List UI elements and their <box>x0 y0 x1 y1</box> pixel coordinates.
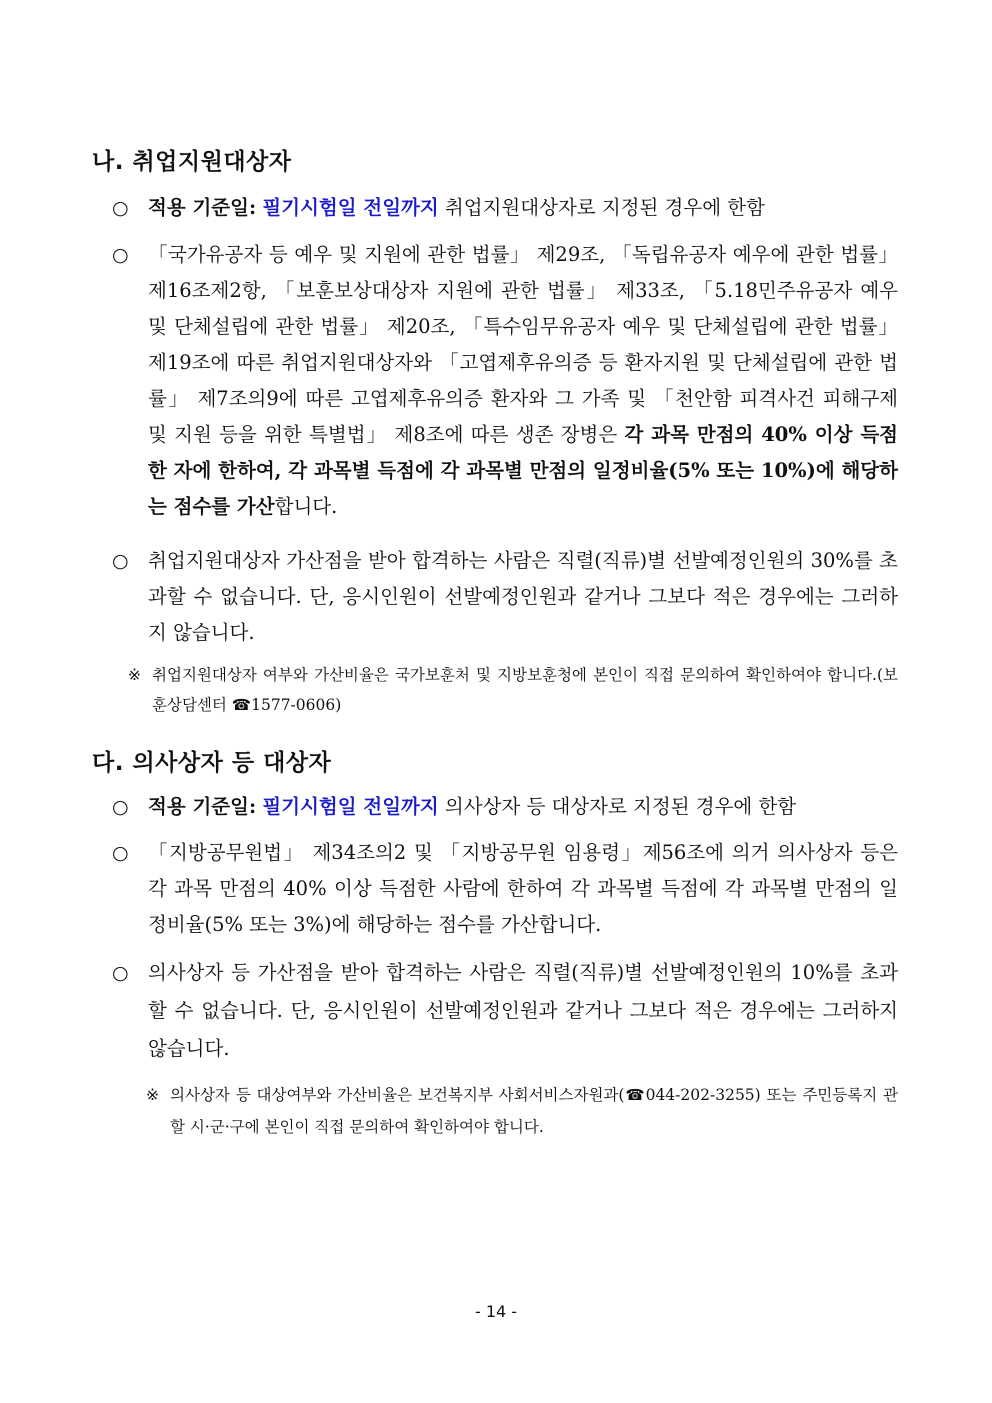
bullet-da-application-date <box>112 789 898 825</box>
bullet-text: 의사상자 등 가산점을 받아 합격하는 사람은 직렬(직류)별 선발예정인원의 10%를 초과할 수 없습니다. 단, 응시인원이 선발예정인원과 같거나 그보다 적은 경우에는 그러하지 않습니다. <box>148 961 898 1060</box>
bullet-na-application-date <box>112 190 898 226</box>
bullet-da-limit <box>112 954 898 1068</box>
note-text: 의사상자 등 대상여부와 가산비율은 보건복지부 사회서비스자원과( <box>170 1086 625 1104</box>
bullet-circle-icon: ○ <box>112 197 129 219</box>
bullet-circle-icon: ○ <box>112 842 129 864</box>
bullet-circle-icon: ○ <box>112 796 129 818</box>
page-number: - 14 - <box>474 1302 518 1321</box>
highlight-deadline: 필기시험일 전일까지 <box>262 196 439 219</box>
note-mark: ※ <box>146 1086 159 1104</box>
phone-icon: ☎ <box>624 1086 646 1104</box>
note-mark: ※ <box>128 666 141 684</box>
label-application-date: 적용 기준일: <box>148 795 257 818</box>
highlight-deadline: 필기시험일 전일까지 <box>262 795 439 818</box>
note-da <box>146 1079 898 1143</box>
section-heading-da: 다. 의사상자 등 대상자 <box>92 750 332 776</box>
label-application-date: 적용 기준일: <box>148 196 257 219</box>
phone-number: 1577-0606) <box>251 696 342 714</box>
bullet-text: 「지방공무원법」 제34조의2 및 「지방공무원 임용령」제56조에 의거 의사상자 등은 각 과목 만점의 40% 이상 득점한 사람에 한하여 각 과목별 득점에 각 과목별 만점의 일정비율(5% 또는 3%)에 해당하는 점수를 가산합니다. <box>148 841 898 936</box>
bullet-na-legal-basis <box>112 237 898 525</box>
bullet-na-limit <box>112 543 898 651</box>
bullet-circle-icon: ○ <box>112 550 129 572</box>
note-na <box>128 660 898 720</box>
bullet-circle-icon: ○ <box>112 244 129 266</box>
bullet-bold-text: 각 과목 만점의 40% 이상 득점한 자에 한하여, 각 과목별 득점에 각 과목별 만점의 일정비율(5% 또는 10%)에 해당하는 점수를 가산 <box>148 423 899 518</box>
bullet-text: 취업지원대상자 가산점을 받아 합격하는 사람은 직렬(직류)별 선발예정인원의 30%를 초과할 수 없습니다. 단, 응시인원이 선발예정인원과 같거나 그보다 적은 경우에는 그러하지 않습니다. <box>148 549 898 644</box>
note-text-after: 044-202-3255) 또는 주민등록지 관할 시·군·구에 본인이 직접 문의하여 확인하여야 합니다. <box>170 1086 898 1136</box>
section-heading-na: 나. 취업지원대상자 <box>92 149 292 175</box>
note-text: 취업지원대상자 여부와 가산비율은 국가보훈처 및 지방보훈청에 본인이 직접 문의하여 확인하여야 합니다.(보훈상담센터 <box>152 666 898 714</box>
bullet-text: 의사상자 등 대상자로 지정된 경우에 한함 <box>444 795 797 818</box>
bullet-circle-icon: ○ <box>112 962 129 984</box>
bullet-text-end: 합니다. <box>274 495 338 518</box>
bullet-da-legal-basis <box>112 835 898 943</box>
bullet-text: 취업지원대상자로 지정된 경우에 한함 <box>444 196 765 219</box>
phone-icon: ☎ <box>231 696 252 714</box>
bullet-text: 「국가유공자 등 예우 및 지원에 관한 법률」 제29조, 「독립유공자 예우에 관한 법률」 제16조제2항, 「보훈보상대상자 지원에 관한 법률」 제33조, 「5.18민주유공자 예우 및 단체설립에 관한 법률」 제20조, 「특수임무유공자 예우 및 단체설립에 관한 법률」 제19조에 따른 취업지원대상자와 「고엽제후유의증 등 환자지원 및 단체설립에 관한 법률」 제7조의9에 따른 고엽제후유의증 환자와 그 가족 및 「천안함 피격사건 피해구제 및 지원 등을 위한 특별법」 제8조에 따른 생존 장병은 <box>148 243 898 446</box>
